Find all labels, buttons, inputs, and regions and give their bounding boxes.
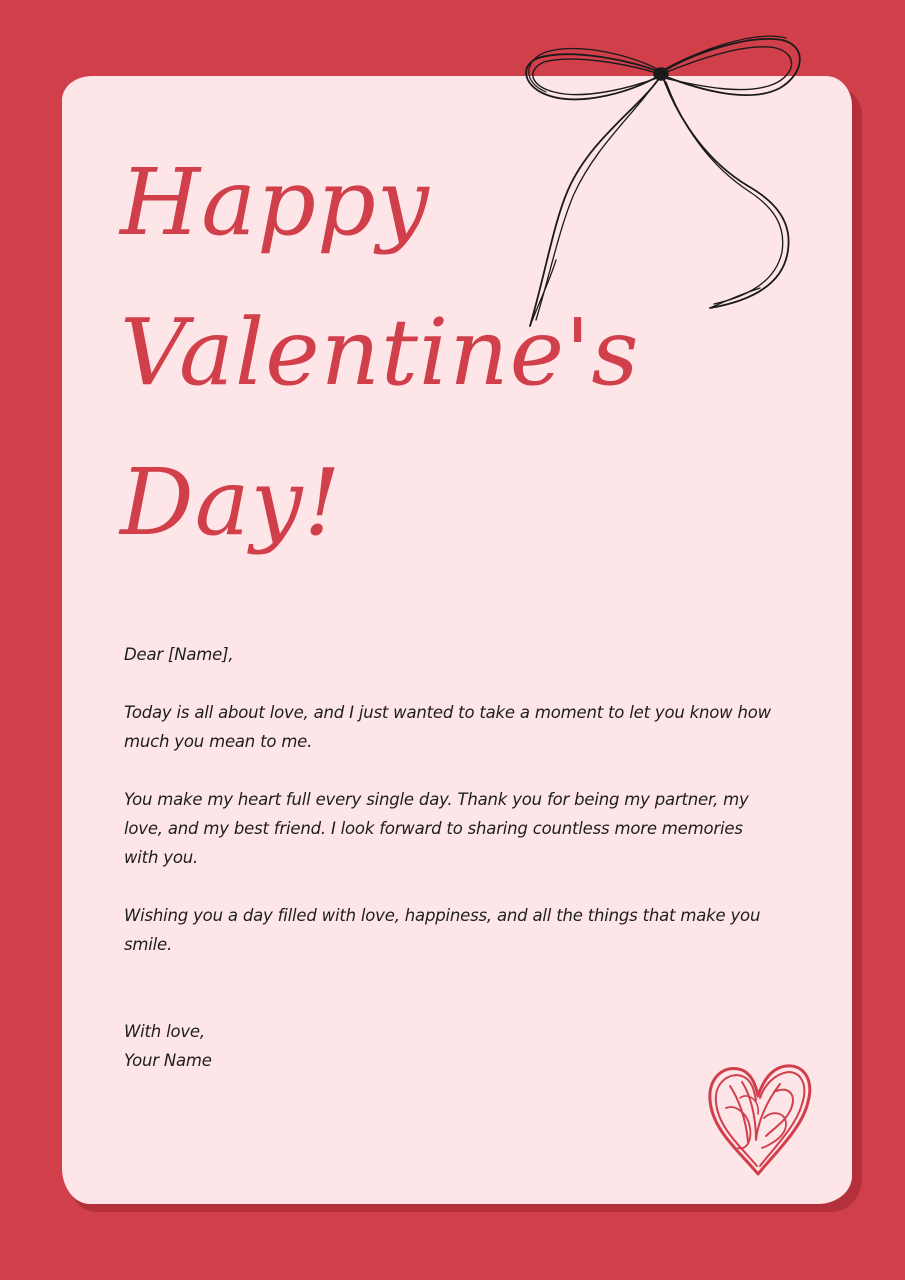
title-line-2: Valentine's	[120, 299, 640, 406]
letter-title	[120, 128, 640, 578]
letter-paragraph-3: Wishing you a day filled with love, happiness, and all the things that make you smile.	[124, 906, 761, 954]
letter-signature-block	[124, 1017, 774, 1075]
title-line-1: Happy	[120, 149, 430, 256]
letter-paragraph-1: Today is all about love, and I just wanted to take a moment to let you know how much you mean to me.	[124, 703, 771, 751]
letter-greeting: Dear [Name],	[124, 645, 234, 664]
letter-paragraph-2: You make my heart full every single day. Thank you for being my partner, my love, and my best friend. I look forward to sharing countless more memories with you.	[124, 790, 749, 867]
letter-closing: With love,	[124, 1022, 205, 1041]
title-line-3: Day!	[120, 449, 342, 556]
letter-body	[124, 640, 774, 1104]
letter-signature: Your Name	[124, 1051, 212, 1070]
scribble-heart-icon	[700, 1058, 816, 1178]
